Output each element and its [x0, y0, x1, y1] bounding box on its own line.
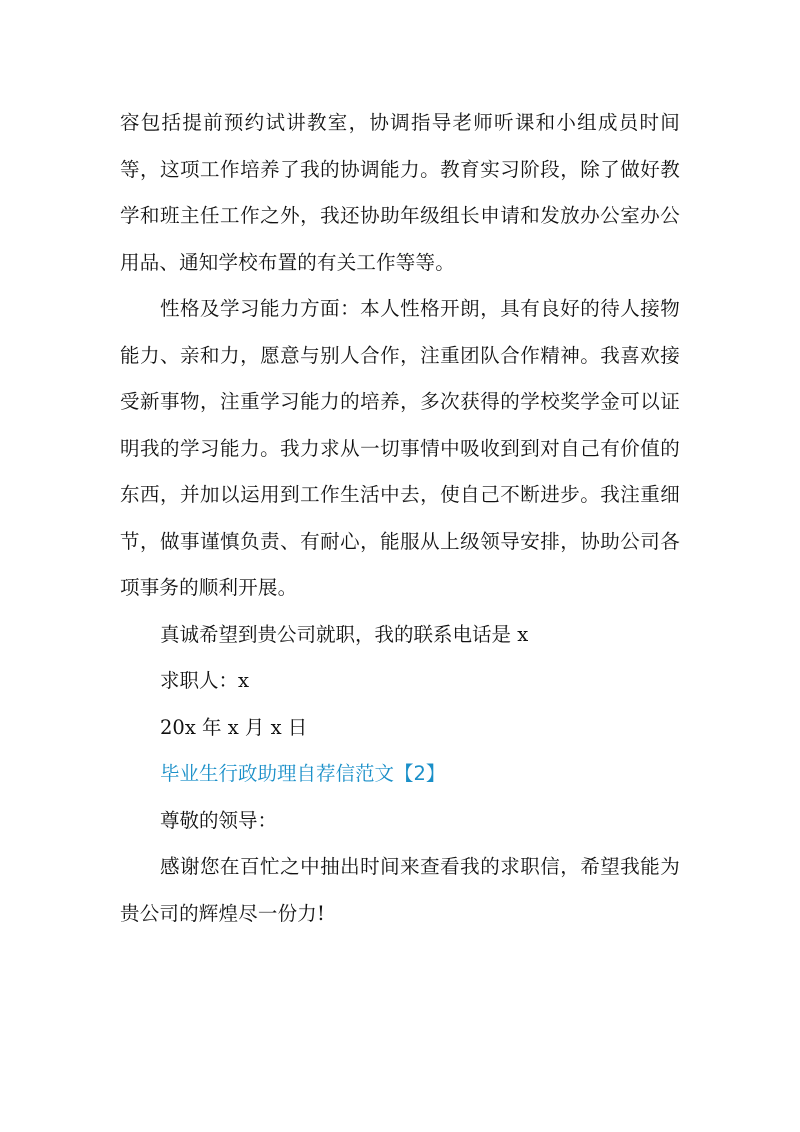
applicant-line: 求职人：x: [160, 669, 249, 692]
section-heading: 毕业生行政助理自荐信范文【2】: [160, 762, 446, 785]
paragraph-coordination-experience: 容包括提前预约试讲教室，协调指导老师听课和小组成员时间等，这项工作培养了我的协调能力。教育实习阶段，除了做好教学和班主任工作之外，我还协助年级组长申请和发放办公室办公用品、通知学校布置的有关工作等等。: [120, 111, 680, 274]
document-page: [120, 100, 680, 937]
contact-line: 真诚希望到贵公司就职，我的联系电话是 x: [160, 622, 529, 646]
letter2-body: 感谢您在百忙之中抽出时间来查看我的求职信，希望我能为贵公司的辉煌尽一份力!: [120, 855, 680, 925]
date-line: 20x 年 x 月 x 日: [160, 715, 308, 739]
salutation-line: 尊敬的领导：: [160, 808, 278, 832]
paragraph-personality-learning: 性格及学习能力方面：本人性格开朗，具有良好的待人接物能力、亲和力，愿意与别人合作，注重团队合作精神。我喜欢接受新事物，注重学习能力的培养，多次获得的学校奖学金可以证明我的学习能力。我力求从一切事情中吸收到到对自己有价值的东西，并加以运用到工作生活中去，使自己不断进步。我注重细节，做事谨慎负责、有耐心，能服从上级领导安排，协助公司各项事务的顺利开展。: [120, 297, 680, 599]
